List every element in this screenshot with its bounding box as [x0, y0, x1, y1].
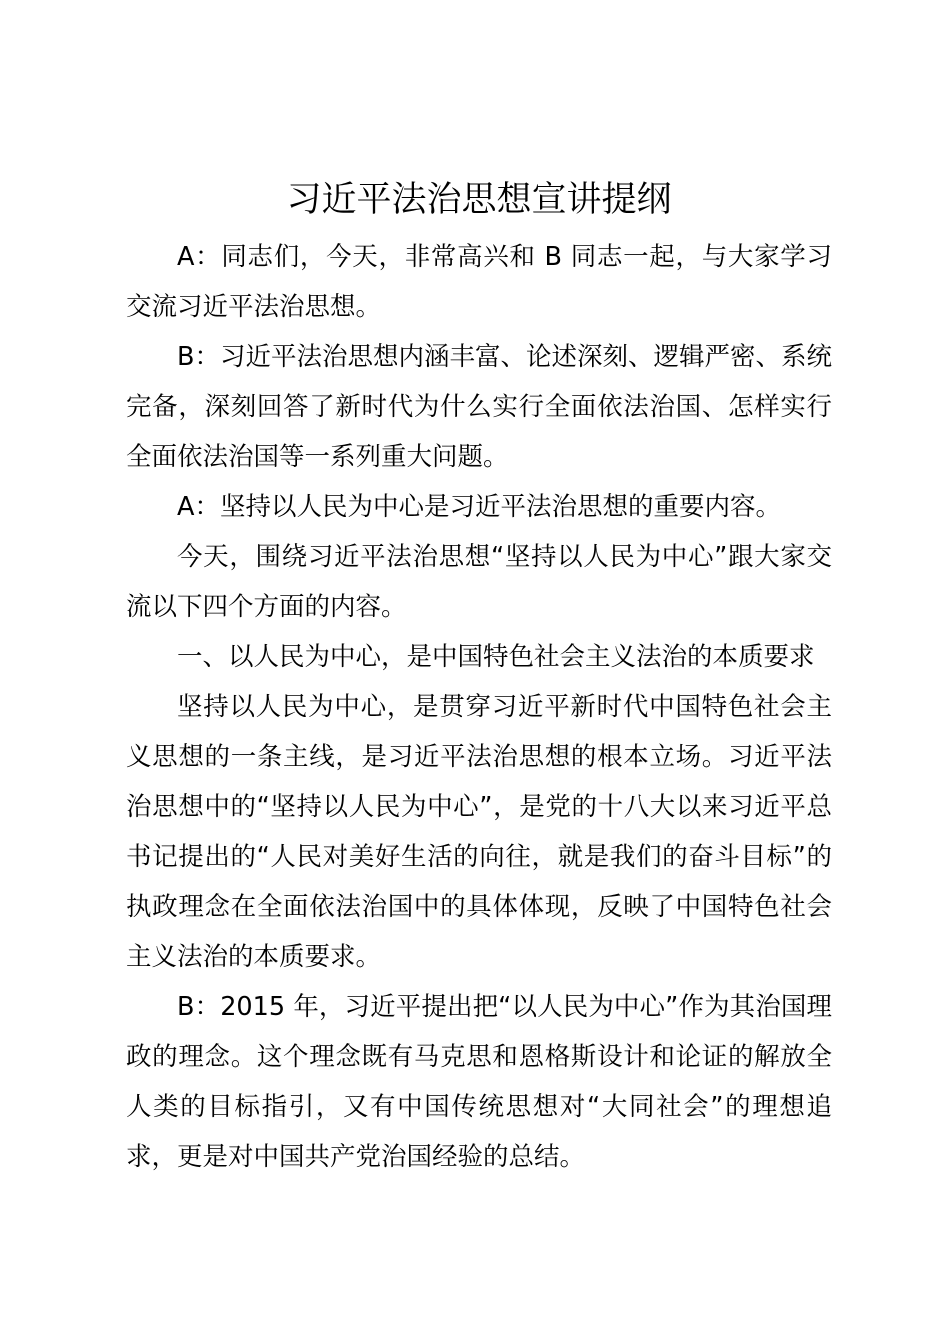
- paragraph-intro-a: A：同志们，今天，非常高兴和 B 同志一起，与大家学习交流习近平法治思想。: [126, 242, 832, 322]
- paragraph-intro-b: B：习近平法治思想内涵丰富、论述深刻、逻辑严密、系统完备，深刻回答了新时代为什么实行全面依法治国、怎样实行全面依法治国等一系列重大问题。: [126, 342, 832, 472]
- paragraph-today-topics: 今天，围绕习近平法治思想“坚持以人民为中心”跟大家交流以下四个方面的内容。: [126, 542, 832, 622]
- document-title: 习近平法治思想宣讲提纲: [286, 180, 672, 220]
- paragraph-section-1-body: 坚持以人民为中心，是贯穿习近平新时代中国特色社会主义思想的一条主线，是习近平法治思想的根本立场。习近平法治思想中的“坚持以人民为中心”，是党的十八大以来习近平总书记提出的“人民对美好生活的向往，就是我们的奋斗目标”的执政理念在全面依法治国中的具体体现，反映了中国特色社会主义法治的本质要求。: [126, 692, 832, 972]
- section-heading-1: 一、以人民为中心，是中国特色社会主义法治的本质要求: [177, 642, 815, 672]
- paragraph-2015-b: B：2015 年，习近平提出把“以人民为中心”作为其治国理政的理念。这个理念既有马克思和恩格斯设计和论证的解放全人类的目标指引，又有中国传统思想对“大同社会”的理想追求，更是对中国共产党治国经验的总结。: [126, 992, 832, 1172]
- document-page: [126, 170, 832, 1182]
- paragraph-core-content: A：坚持以人民为中心是习近平法治思想的重要内容。: [177, 492, 781, 522]
